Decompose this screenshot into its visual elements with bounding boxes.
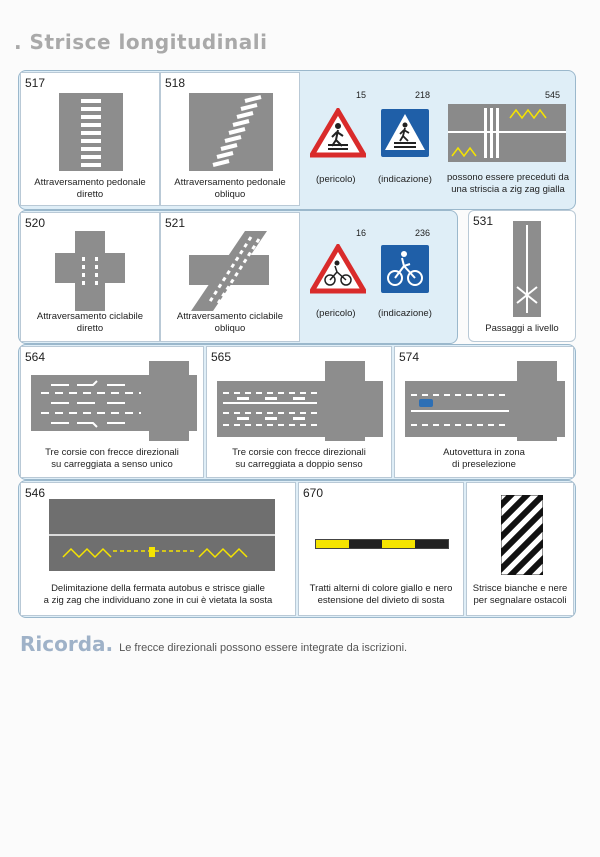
sign-number-16: 16 — [356, 228, 367, 238]
sign-code: 574 — [399, 350, 420, 364]
cycle-crossing-oblique-illustration — [189, 231, 269, 311]
sign-number-15: 15 — [356, 90, 367, 100]
two-way-lanes-illustration — [217, 361, 383, 441]
caption-670 — [299, 583, 463, 607]
crosswalk-oblique-illustration — [189, 93, 273, 171]
sign-number-236: 236 — [415, 228, 431, 238]
caption-line-2: su carreggiata a doppio senso — [235, 459, 363, 470]
remember-text: Le frecce direzionali possono essere integrate da iscrizioni. — [119, 642, 408, 654]
caption-546 — [21, 583, 295, 607]
caption-line-1: Tre corsie con frecce direzionali — [232, 447, 366, 458]
sign-code: 670 — [303, 486, 324, 500]
card-670 — [298, 482, 464, 616]
card-521 — [160, 212, 300, 342]
caption-520 — [21, 311, 159, 335]
preselection-zone-illustration — [405, 361, 565, 441]
caption-564 — [21, 447, 203, 471]
yellow-black-curb-illustration — [315, 539, 449, 549]
caption-574 — [395, 447, 573, 471]
caption-16: (pericolo) — [316, 308, 356, 319]
sign-code: 565 — [211, 350, 232, 364]
card-520 — [20, 212, 160, 342]
caption-obstacle-stripes — [467, 583, 573, 607]
black-white-stripes-illustration — [501, 495, 543, 575]
caption-565 — [207, 447, 391, 471]
caption-15: (pericolo) — [316, 174, 356, 185]
card-517 — [20, 72, 160, 206]
one-way-lanes-illustration — [31, 361, 197, 441]
caption-236: (indicazione) — [378, 308, 432, 319]
caption-line-1: Strisce bianche e nere — [472, 583, 568, 594]
card-518 — [160, 72, 300, 206]
sign-code: 564 — [25, 350, 46, 364]
card-531 — [468, 210, 576, 342]
caption-line-1: Tratti alterni di colore giallo e nero — [309, 583, 453, 594]
caption-line-1: Delimitazione della fermata autobus e strisce gialle — [51, 583, 265, 594]
caption-line-2: diretto — [76, 189, 104, 200]
caption-line-2: obliquo — [214, 189, 246, 200]
car-icon — [419, 399, 433, 407]
sign-code: 518 — [165, 76, 186, 90]
caption-line-1: Attraversamento pedonale — [174, 177, 286, 188]
pedestrian-crossing-info-sign-icon — [380, 108, 430, 158]
caption-545 — [444, 172, 572, 196]
card-546 — [20, 482, 296, 616]
sign-number-545: 545 — [544, 90, 560, 100]
caption-line-2: una striscia a zig zag gialla — [451, 184, 565, 195]
card-565 — [206, 346, 392, 478]
caption-218: (indicazione) — [378, 174, 432, 185]
caption-518 — [161, 177, 299, 201]
caption-line-1: Attraversamento pedonale — [34, 177, 146, 188]
cyclist-warning-sign-icon — [310, 244, 366, 294]
caption-line-2: obliquo — [214, 323, 246, 334]
card-545 — [444, 74, 572, 202]
remember-label: Ricorda. — [20, 632, 114, 656]
crosswalk-direct-illustration — [59, 93, 123, 171]
caption-517 — [21, 177, 159, 201]
caption-line-1: Attraversamento ciclabile — [36, 311, 144, 322]
sign-code: 520 — [25, 216, 46, 230]
card-obstacle-stripes — [466, 482, 574, 616]
signs-group-cycle — [302, 214, 442, 338]
sign-number-218: 218 — [415, 90, 431, 100]
caption-line-2: estensione del divieto di sosta — [317, 595, 445, 606]
card-574 — [394, 346, 574, 478]
page-title: . Strisce longitudinali — [14, 30, 268, 54]
caption-line-2: a zig zag che individuano zone in cui è vietata la sosta — [43, 595, 273, 606]
bus-stop-zigzag-illustration — [49, 499, 275, 571]
caption-line-1: possono essere preceduti da — [447, 172, 569, 183]
caption-531: Passaggi a livello — [485, 323, 559, 334]
level-crossing-illustration — [513, 221, 541, 317]
caption-521 — [161, 311, 299, 335]
caption-line-1: Attraversamento ciclabile — [176, 311, 284, 322]
sign-code: 517 — [25, 76, 46, 90]
caption-line-2: per segnalare ostacoli — [473, 595, 567, 606]
caption-line-2: diretto — [76, 323, 104, 334]
remember-note — [20, 632, 407, 656]
pedestrian-warning-sign-icon — [310, 108, 366, 158]
sign-code: 531 — [473, 214, 494, 228]
caption-line-2: di preselezione — [452, 459, 516, 470]
cycle-crossing-direct-illustration — [55, 231, 125, 311]
zigzag-approach-illustration — [448, 104, 566, 162]
signs-group-pedestrian — [302, 74, 442, 202]
sign-code: 546 — [25, 486, 46, 500]
caption-line-1: Tre corsie con frecce direzionali — [45, 447, 179, 458]
caption-line-2: su carreggiata a senso unico — [51, 459, 173, 470]
cycle-path-info-sign-icon — [380, 244, 430, 294]
card-564 — [20, 346, 204, 478]
caption-line-1: Autovettura in zona — [443, 447, 525, 458]
sign-code: 521 — [165, 216, 186, 230]
